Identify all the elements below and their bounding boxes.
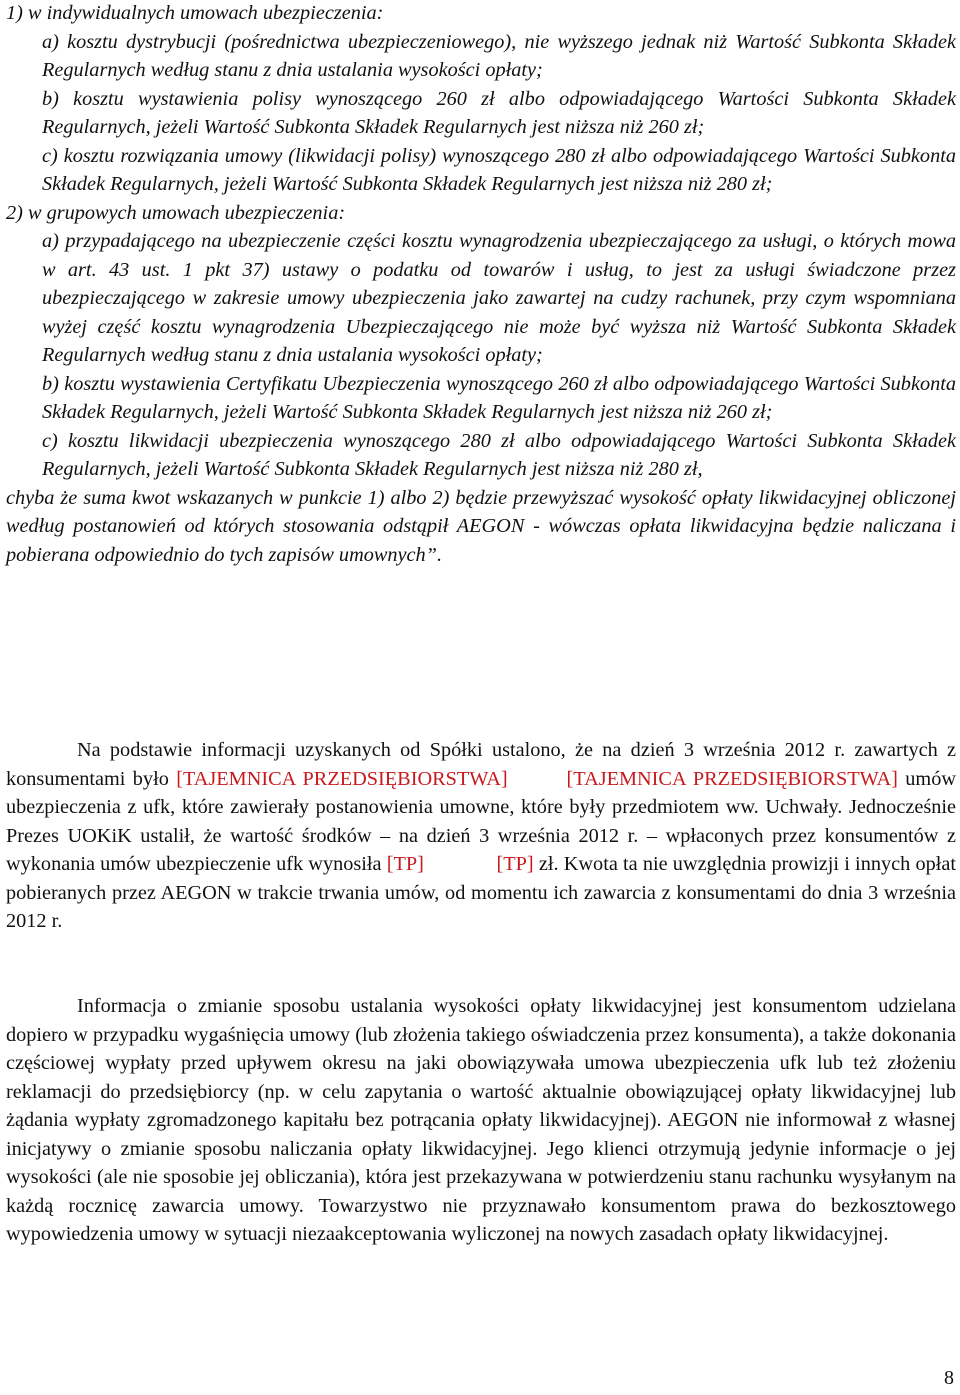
redaction-gap-2 — [424, 853, 497, 875]
item-1c: c) kosztu rozwiązania umowy (likwidacji polisy) wynoszącego 280 zł albo odpowiadającego Wartości Subkonta Składek Regularnych, jeżeli Wartość Subkonta Składek Regularnych jest niższa niż 280 zł; — [42, 144, 956, 195]
redacted-tp-1: [TP] — [386, 853, 424, 875]
item-2-heading: 2) w grupowych umowach ubezpieczenia: — [6, 201, 346, 224]
paragraph-findings-part3: zł. Kwota ta nie uwzględnia prowizji i innych opłat pobieranych przez AEGON w trakcie trwania umów, od momentu ich zawarcia z konsumentami do dnia 3 września 2012 r. — [6, 853, 956, 932]
redacted-tp-2: [TP] — [496, 853, 534, 875]
redacted-trade-secret-1: [TAJEMNICA PRZEDSIĘBIORSTWA] — [176, 767, 508, 790]
quoted-contract-clause — [6, 0, 956, 569]
redaction-gap-1 — [508, 768, 567, 790]
item-1-heading: 1) w indywidualnych umowach ubezpieczenia: — [6, 2, 384, 24]
redacted-trade-secret-2: [TAJEMNICA PRZEDSIĘBIORSTWA] — [566, 767, 898, 790]
item-1b: b) kosztu wystawienia polisy wynoszącego 260 zł albo odpowiadającego Wartości Subkonta Składek Regularnych, jeżeli Wartość Subkonta Składek Regularnych jest niższa niż 260 zł; — [42, 87, 956, 138]
paragraph-information-practice: Informacja o zmianie sposobu ustalania wysokości opłaty likwidacyjnej jest konsumentom udzielana dopiero w przypadku wygaśnięcia umowy (lub złożenia takiego oświadczenia przez konsumenta), a także dokonania częściowej wypłaty przed upływem okresu na jaki obowiązywała umowa ubezpieczenia ufk lub też złożeniu reklamacji do przedsiębiorcy (np. w celu zapytania o wartość aktualnie obowiązującej opłaty likwidacyjnej lub żądania wypłaty zgromadzonego kapitału bez potrącania opłaty likwidacyjnej). AEGON nie informował z własnej inicjatywy o zmianie sposobu naliczania opłaty likwidacyjnej. Jego klienci otrzymują jedynie informacje o jej wysokości (ale nie sposobie jej obliczania), która jest przekazywana w potwierdzeniu stanu rachunku wysyłanym na każdą rocznicę zawarcia umowy. Towarzystwo nie przyznawało konsumentom prawa do bezkosztowego wypowiedzenia umowy w sytuacji niezaakceptowania wyliczonej na nowych zasadach opłaty likwidacyjnej. — [6, 995, 956, 1245]
paragraph-findings — [6, 736, 956, 936]
item-1a: a) kosztu dystrybucji (pośrednictwa ubezpieczeniowego), nie wyższego jednak niż Wartość Subkonta Składek Regularnych według stanu z dnia ustalania wysokości opłaty; — [42, 30, 956, 81]
page-number: 8 — [944, 1367, 954, 1389]
paragraph-findings-part2: umów ubezpieczenia z ufk, które zawierały postanowienia umowne, które były przedmiotem ww. Uchwały. Jednocześnie Prezes UOKiK ustalił, że wartość środków – na dzień 3 września 2012 r. – wpłaconych przez konsumentów z wykonania umów ubezpieczenie ufk wynosiła — [6, 767, 956, 875]
item-2c: c) kosztu likwidacji ubezpieczenia wynoszącego 280 zł albo odpowiadającego Wartości Subkonta Składek Regularnych, jeżeli Wartość Subkonta Składek Regularnych jest niższa niż 280 zł, — [42, 429, 956, 480]
item-2a: a) przypadającego na ubezpieczenie części kosztu wynagrodzenia ubezpieczającego za usługi, o których mowa w art. 43 ust. 1 pkt 37) ustawy o podatku od towarów i usług, to jest za usługi świadczone przez ubezpieczającego w zakresie umowy ubezpieczenia jako zawartej na cudzy rachunek, przy czym wspomniana wyżej część kosztu wynagrodzenia Ubezpieczającego nie może być wyższa niż Wartość Subkonta Składek Regularnych według stanu z dnia ustalania wysokości opłaty; — [42, 230, 956, 366]
quote-closing: chyba że suma kwot wskazanych w punkcie 1) albo 2) będzie przewyższać wysokość opłaty likwidacyjnej obliczonej według postanowień od których stosowania odstąpił AEGON - wówczas opłata likwidacyjna będzie naliczana i pobierana odpowiednio do tych zapisów umownych”. — [6, 486, 956, 566]
paragraph-findings-part1: Na podstawie informacji uzyskanych od Spółki ustalono, że na dzień 3 września 2012 r. zawartych z konsumentami było — [6, 739, 956, 790]
item-2b: b) kosztu wystawienia Certyfikatu Ubezpieczenia wynoszącego 260 zł albo odpowiadającego Wartości Subkonta Składek Regularnych, jeżeli Wartość Subkonta Składek Regularnych jest niższa niż 260 zł; — [42, 372, 956, 423]
